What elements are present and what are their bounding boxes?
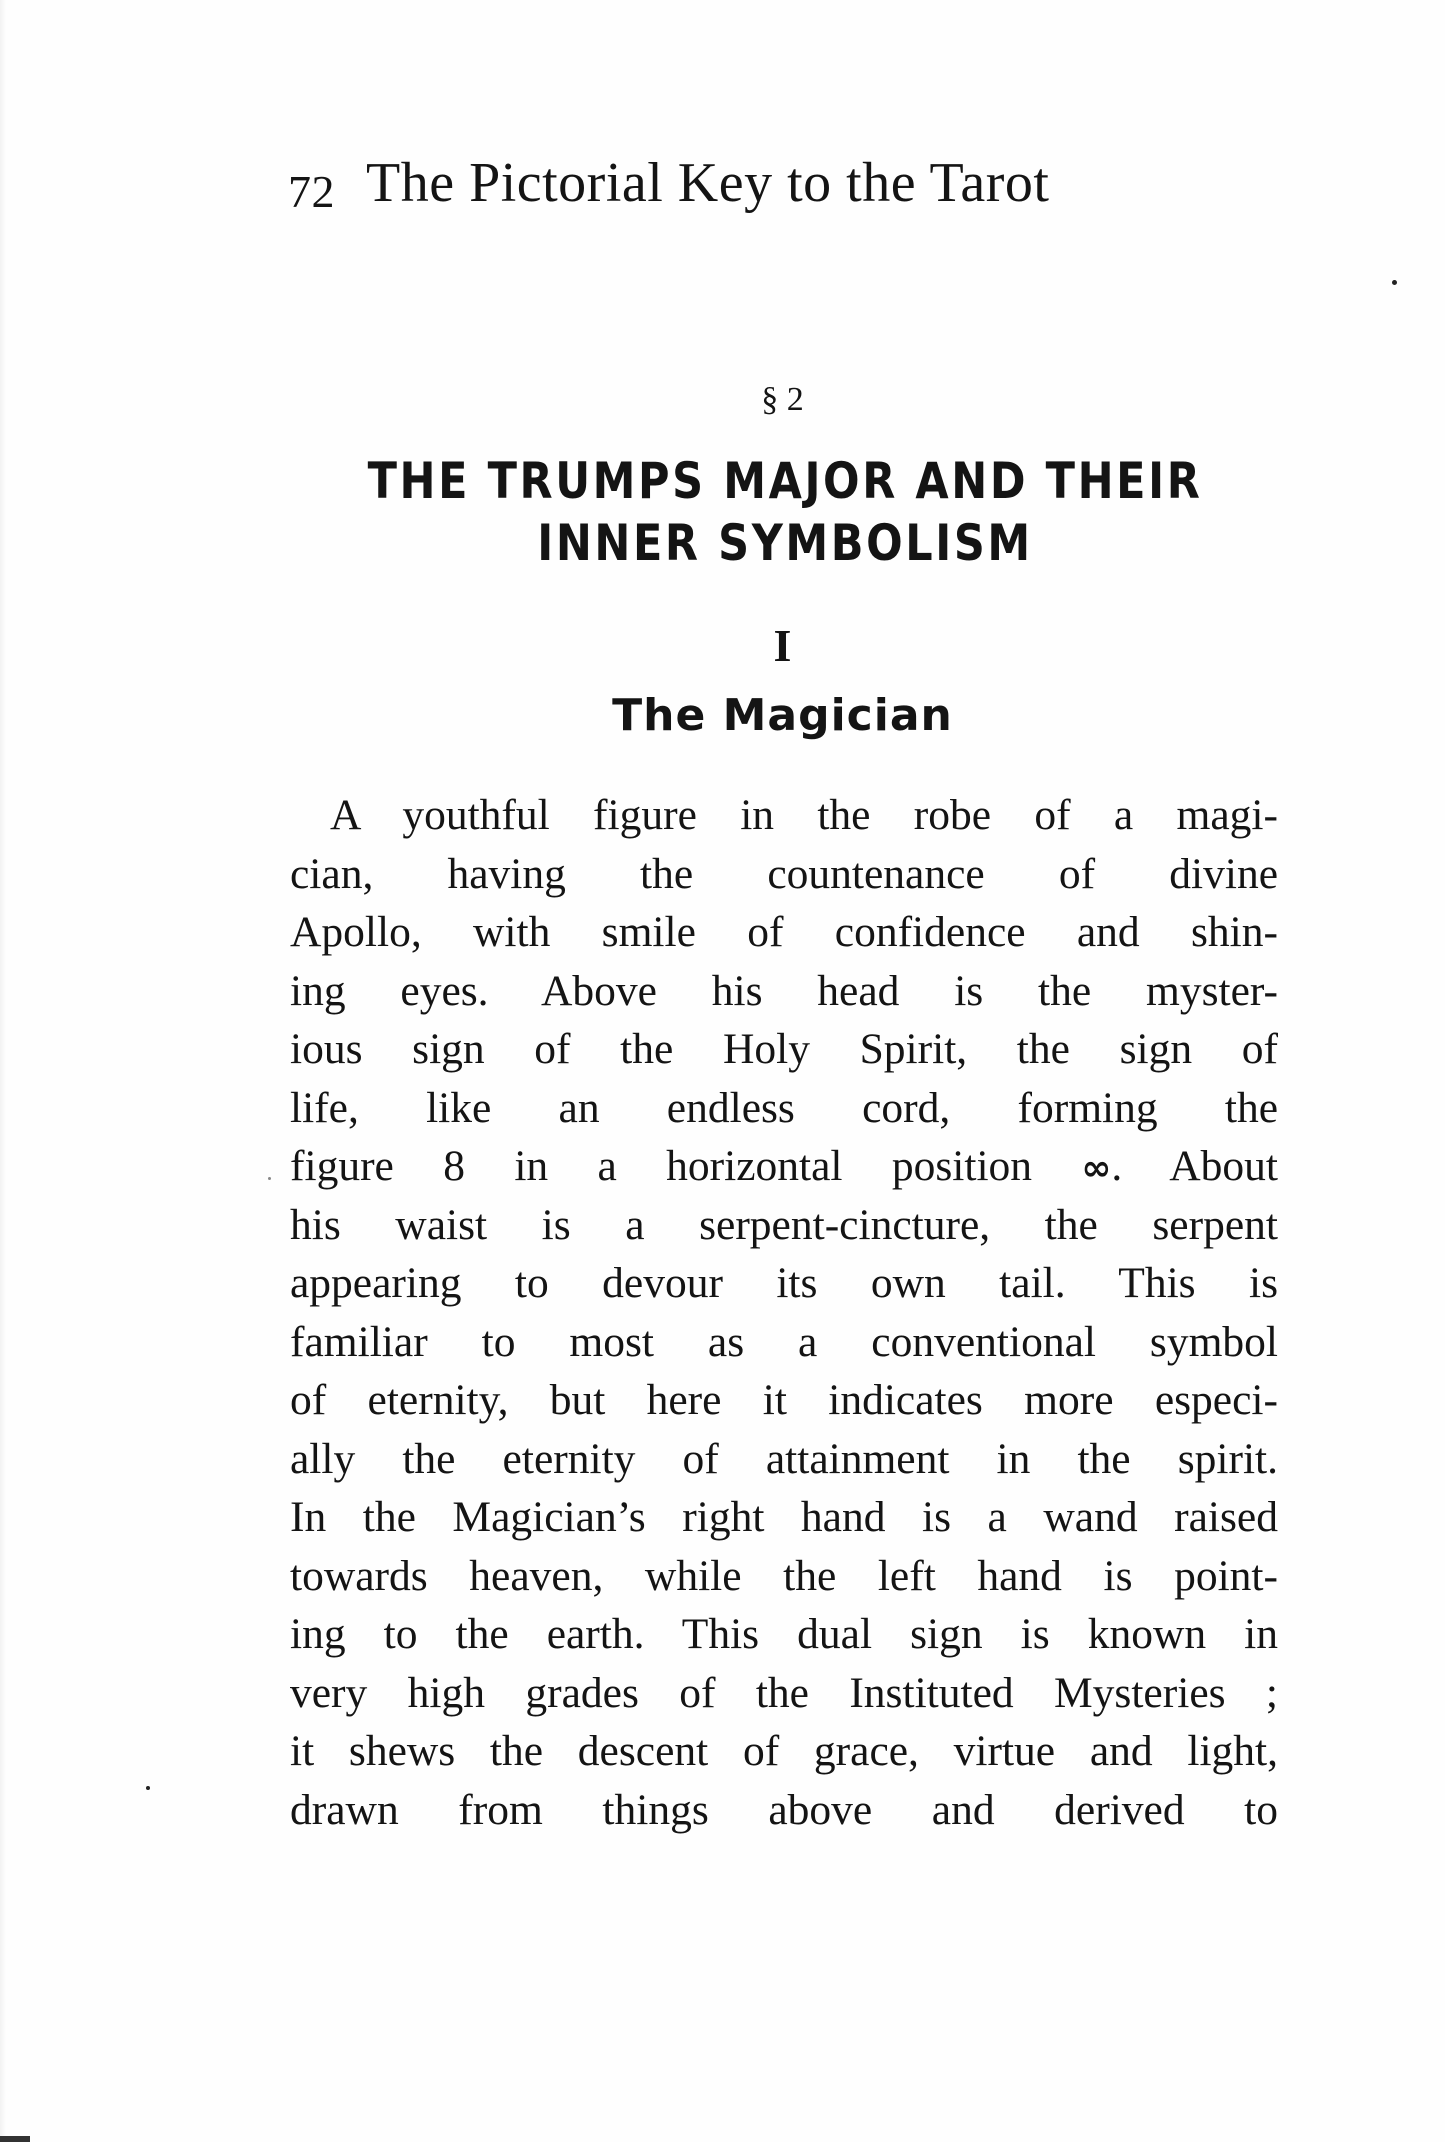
page-number: 72 <box>288 166 335 217</box>
scan-speck <box>268 1177 271 1180</box>
card-title: The Magician <box>612 690 953 741</box>
scan-speck <box>146 1786 150 1790</box>
text-line: Apollo, with smile of confidence and shin- <box>290 908 1278 956</box>
text-line: very high grades of the Instituted Mysteries ; <box>290 1668 1278 1717</box>
section-mark: § 2 <box>761 381 804 418</box>
book-title: The Pictorial Key to the Tarot <box>366 152 1050 214</box>
text-line: ious sign of the Holy Spirit, the sign of <box>290 1025 1278 1073</box>
infinity-symbol-icon: ∞ <box>1081 1148 1112 1189</box>
running-head <box>288 148 1288 218</box>
text-line: his waist is a serpent-cincture, the serpent <box>290 1200 1278 1249</box>
text-line: appearing to devour its own tail. This is <box>290 1259 1278 1307</box>
text-line: In the Magician’s right hand is a wand raised <box>290 1493 1278 1541</box>
body-paragraph <box>290 786 1278 1839</box>
text-line: cian, having the countenance of divine <box>290 849 1278 898</box>
text-line: familiar to most as a conventional symbol <box>290 1317 1278 1366</box>
text-line-part: figure 8 in a horizontal position <box>290 1142 1033 1190</box>
scan-speck <box>1392 280 1397 285</box>
text-line: ing eyes. Above his head is the myster- <box>290 966 1278 1015</box>
chapter-title-line-1: THE TRUMPS MAJOR AND THEIR <box>367 452 1203 510</box>
text-line: ally the eternity of attainment in the spirit. <box>290 1434 1278 1483</box>
chapter-title <box>342 450 1228 574</box>
text-line-part: . About <box>1111 1142 1278 1190</box>
card-numeral: I <box>773 620 792 671</box>
page-gutter-shadow <box>0 0 6 2142</box>
scan-edge-mark <box>0 2136 30 2142</box>
text-line: A youthful figure in the robe of a magi- <box>330 791 1278 839</box>
text-line <box>290 1137 1278 1196</box>
text-line: life, like an endless cord, forming the <box>290 1083 1278 1132</box>
text-line: it shews the descent of grace, virtue and light, <box>290 1727 1278 1775</box>
chapter-title-line-2: INNER SYMBOLISM <box>537 514 1033 572</box>
text-line: drawn from things above and derived to <box>290 1785 1278 1834</box>
text-line: of eternity, but here it indicates more especi- <box>290 1376 1278 1424</box>
text-line: towards heaven, while the left hand is point- <box>290 1551 1278 1600</box>
text-line: ing to the earth. This dual sign is known in <box>290 1610 1278 1658</box>
